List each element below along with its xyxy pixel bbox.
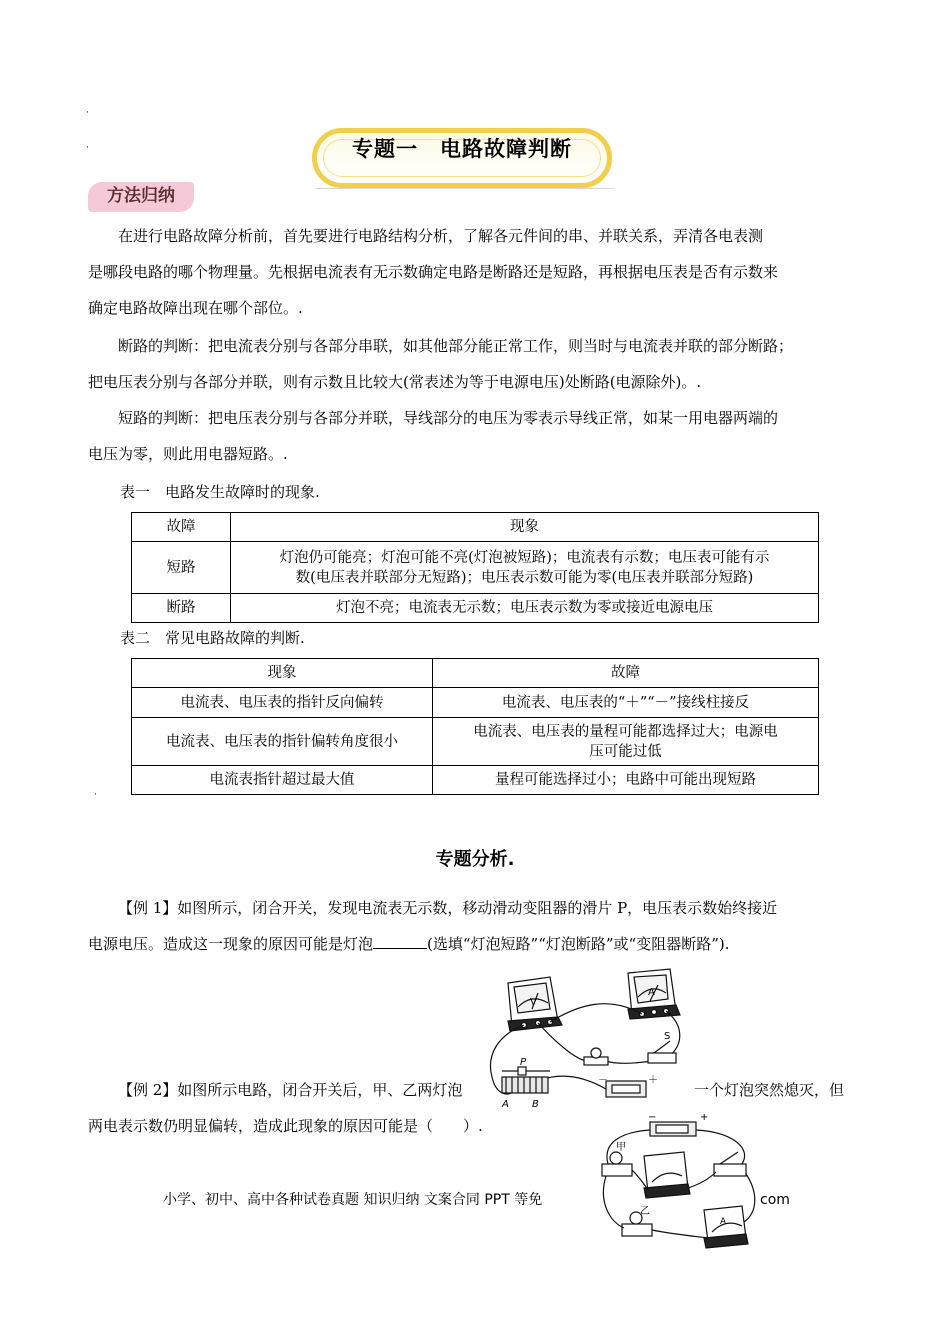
table1-cell-short: 短路 <box>132 542 231 594</box>
intro-paragraph-3 <box>88 400 868 472</box>
table1-cell-short-phenomenon: 灯泡仍可能亮；灯泡可能不亮(灯泡被短路)；电流表有示数；电压表可能有示 数(电压表并联部分无短路)；电压表示数可能为零(电压表并联部分短路) <box>231 542 819 594</box>
example1-line2-a: 电源电压。造成这一现象的原因可能是灯泡 <box>88 935 374 953</box>
example2-line2: 两电表示数仍明显偏转，造成此现象的原因可能是（ ）. <box>88 1117 483 1135</box>
answer-blank <box>373 934 427 949</box>
stray-dot: · <box>94 790 97 800</box>
table1-cell-open-phenomenon: 灯泡不亮；电流表无示数；电压表示数为零或接近电源电压 <box>231 594 819 623</box>
ammeter-icon <box>704 1206 748 1248</box>
table1-caption: 表一 电路发生故障时的现象. <box>120 483 320 501</box>
intro-p1-line1: 在进行电路故障分析前，首先要进行电路结构分析，了解各元件间的串、并联关系，弄清各电表测 <box>118 227 764 245</box>
intro-p3-line2: 电压为零，则此用电器短路。. <box>88 445 288 463</box>
intro-p2-line2: 把电压表分别与各部分并联，则有示数且比较大(常表述为等于电源电压)处断路(电源除外)。. <box>88 373 702 391</box>
lamp-yi-label: 乙 <box>640 1206 650 1217</box>
page-title: 专题一 电路故障判断 <box>352 137 572 161</box>
switch-icon <box>648 1041 676 1063</box>
voltmeter-label: V <box>530 997 537 1008</box>
table-row: 电流表指针超过最大值 量程可能选择过小；电路中可能出现短路 <box>132 766 819 795</box>
example1-line1: 【例 1】如图所示，闭合开关，发现电流表无示数，移动滑动变阻器的滑片 P，电压表示数始终接近 <box>118 899 778 917</box>
battery-plus: ＋ <box>648 1075 658 1086</box>
stray-dot: · <box>86 143 89 153</box>
example1-line2-b: (选填“灯泡短路”“灯泡断路”或“变阻器断路”). <box>427 935 730 953</box>
lamp-jia-label: 甲 <box>616 1142 626 1153</box>
table1-header-phenomenon: 现象 <box>231 513 819 542</box>
fault-judgement-table <box>131 658 819 795</box>
table1-header-fault: 故障 <box>132 513 231 542</box>
rheostat-end-a: A <box>502 1099 509 1110</box>
method-summary-tag: 方法归纳 <box>88 182 194 212</box>
title-underline <box>315 188 615 189</box>
intro-paragraph-1 <box>88 218 868 326</box>
rheostat-end-b: B <box>532 1099 539 1110</box>
table2-header-phenomenon: 现象 <box>132 659 433 688</box>
slider-label: P <box>520 1057 527 1068</box>
footer-suffix: com <box>760 1192 790 1208</box>
intro-p1-line3: 确定电路故障出现在哪个部位。. <box>88 299 303 317</box>
battery-plus: + <box>700 1112 709 1123</box>
switch-icon <box>714 1152 746 1176</box>
example2-line1-b: 一个灯泡突然熄灭，但 <box>694 1081 845 1099</box>
voltmeter-icon <box>644 1152 690 1198</box>
example2-line1-a: 【例 2】如图所示电路，闭合开关后，甲、乙两灯泡 <box>118 1081 463 1099</box>
table2-header-fault: 故障 <box>433 659 819 688</box>
table2-caption: 表二 常见电路故障的判断. <box>120 629 305 647</box>
table-row <box>132 542 819 594</box>
intro-p2-line1: 断路的判断：把电流表分别与各部分串联，如其他部分能正常工作，则当时与电流表并联的部分断路； <box>118 337 794 355</box>
table-row: 电流表、电压表的指针反向偏转 电流表、电压表的“＋”“－”接线柱接反 <box>132 688 819 718</box>
fault-phenomena-table <box>131 512 819 623</box>
section-heading: 专题分析. <box>435 849 515 870</box>
intro-p1-line2: 是哪段电路的哪个物理量。先根据电流表有无示数确定电路是断路还是短路，再根据电压表是否有示数来 <box>88 263 779 281</box>
intro-p3-line1: 短路的判断：把电压表分别与各部分并联，导线部分的电压为零表示导线正常，如某一用电器两端的 <box>118 409 779 427</box>
table-row <box>132 594 819 623</box>
stray-dot: · <box>86 108 89 118</box>
table-row: 电流表、电压表的指针偏转角度很小 电流表、电压表的量程可能都选择过大；电源电 压可能过低 <box>132 718 819 766</box>
battery-minus: − <box>648 1112 657 1123</box>
intro-paragraph-2 <box>88 328 868 400</box>
footer-text: 小学、初中、高中各种试卷真题 知识归纳 文案合同 PPT 等免 <box>163 1192 543 1208</box>
example-1 <box>88 890 868 962</box>
ammeter-label: A <box>720 1217 727 1227</box>
ammeter-label: A <box>648 987 655 998</box>
table1-cell-open: 断路 <box>132 594 231 623</box>
battery-minus: － <box>598 1075 608 1086</box>
switch-label: S <box>664 1031 671 1042</box>
battery-icon <box>650 1122 696 1136</box>
bulb-icon <box>584 1048 608 1065</box>
example2-circuit-figure <box>592 1112 762 1254</box>
